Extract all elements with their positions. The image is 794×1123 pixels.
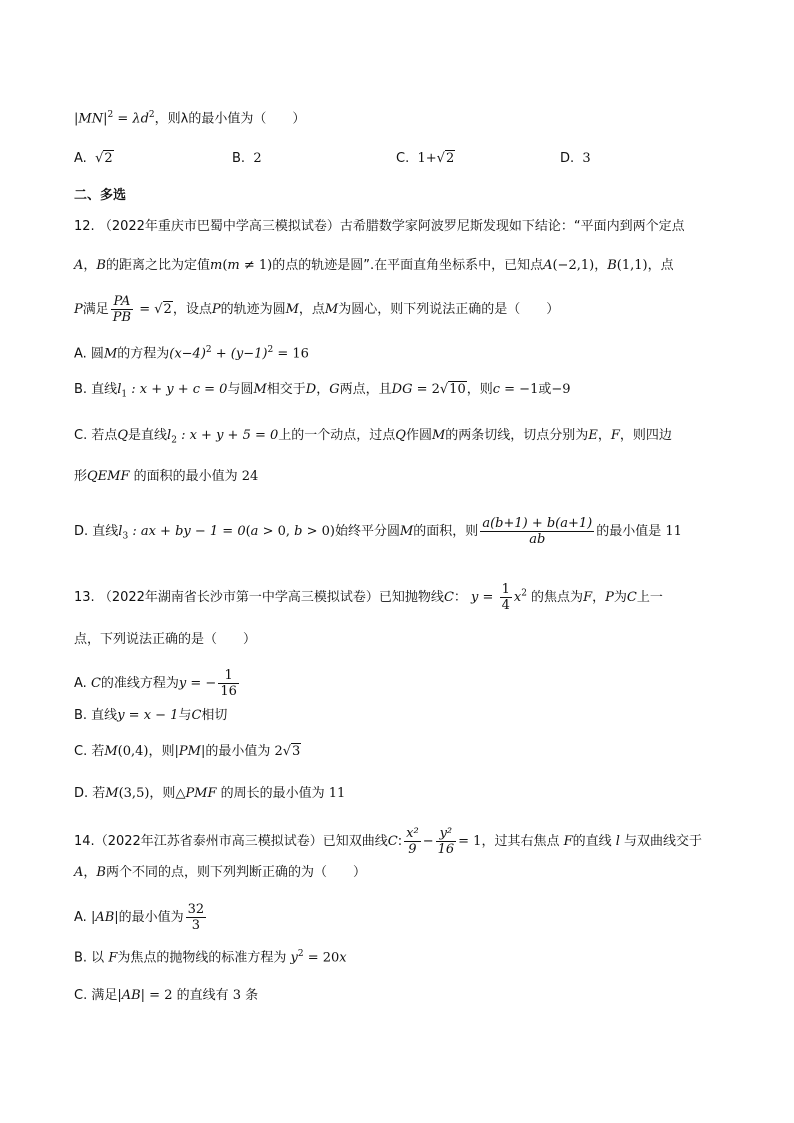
- section-heading: 二、多选: [74, 188, 127, 203]
- q13-line2: 点，下列说法正确的是（ ）: [74, 632, 257, 647]
- q11-stem-tail: $|MN|^2 = \lambda d^2$，则λ的最小值为（ ）: [74, 110, 306, 127]
- q13-option-a: A. C的准线方程为y = − $\frac{1}{16}$: [74, 668, 237, 699]
- q12-option-d: D. 直线$l_3$ : ax + by − 1 = 0(a > 0, b > 0)始终平分圆M的面积，则 $\frac{a(b+1) + b(a+1)}{ab}$ 的最小值是 11: [74, 516, 682, 547]
- q14-option-a: A. |AB|的最小值为 $\frac{32}{3}$: [74, 902, 205, 933]
- q12-line3: P满足 $\frac{PA}{PB}$ = √2，设点P的轨迹为圆M，点M为圆心，则下列说法正确的是（ ）: [74, 294, 560, 325]
- q14-option-c: C. 满足|AB| = 2 的直线有 3 条: [74, 988, 259, 1003]
- q11-option-a: A. √2: [74, 151, 113, 166]
- q14-option-b: B. 以 F为焦点的抛物线的标准方程为 $y^2 = 20x$: [74, 949, 347, 966]
- q11-option-d: D. 3: [560, 151, 591, 166]
- q13-option-c: C. 若M(0,4)，则|PM|的最小值为 2√3: [74, 744, 301, 759]
- q12-option-c-line1: C. 若点Q是直线$l_2$ : x + y + 5 = 0上的一个动点，过点Q作圆M的两条切线，切点分别为E，F，则四边: [74, 428, 672, 446]
- q13-option-b: B. 直线y = x − 1与C相切: [74, 708, 228, 723]
- q12-line1: 12. （2022年重庆市巴蜀中学高三模拟试卷）古希腊数学家阿波罗尼斯发现如下结论：“平面内到两个定点: [74, 219, 685, 234]
- q13-option-d: D. 若M(3,5)，则△PMF 的周长的最小值为 11: [74, 786, 346, 801]
- q14-line1: 14.（2022年江苏省泰州市高三模拟试卷）已知双曲线C: $\frac{\text{x²}}{9}$ − $\frac{\text{y²}}{16}$ = 1，过其右焦点 F的直线 l 与双曲线交于: [74, 826, 703, 857]
- q14-line2: A，B两个不同的点，则下列判断正确的为（ ）: [74, 865, 366, 880]
- q11-option-c: C. 1+√2: [396, 151, 455, 166]
- q12-option-b: B. 直线$l_1$ : x + y + c = 0与圆M相交于D，G两点，且DG = 2√10，则c = −1或−9: [74, 382, 571, 400]
- q12-option-a: A. 圆M的方程为$(x-4)^2 + (y-1)^2 = 16$: [74, 345, 309, 362]
- q13-line1: 13. （2022年湖南省长沙市第一中学高三模拟试卷）已知抛物线C： y = $\frac{1}{4}$ $x^2$ 的焦点为F，P为C上一: [74, 582, 663, 613]
- q12-option-c-line2: 形QEMF 的面积的最小值为 24: [74, 469, 259, 484]
- q12-line2: A，B的距离之比为定值m(m ≠ 1)的点的轨迹是圆”.在平面直角坐标系中，已知点A(−2,1)，B(1,1)，点: [74, 258, 674, 273]
- q11-option-b: B. 2: [232, 151, 262, 166]
